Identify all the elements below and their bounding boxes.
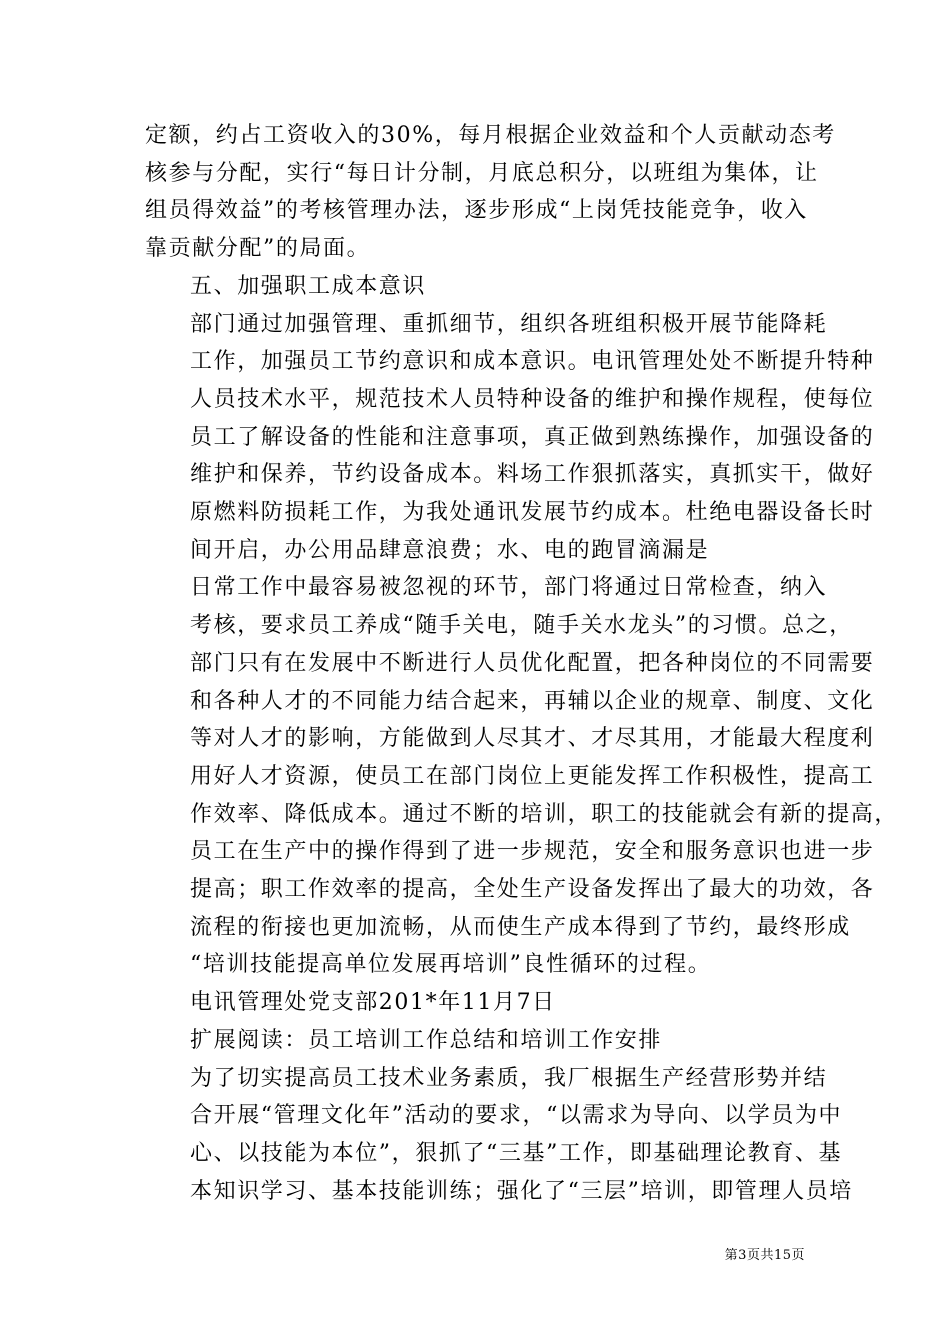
paragraph — [145, 1022, 811, 1060]
page-number: 第3页共15页 — [724, 1248, 805, 1263]
text-line: 用好人才资源，使员工在部门岗位上更能发挥工作积极性，提高工 — [190, 763, 875, 789]
text-line: 五、加强职工成本意识 — [190, 273, 427, 299]
text-line: 员工在生产中的操作得到了进一步规范，安全和服务意识也进一步 — [190, 839, 875, 865]
text-line: 扩展阅读：员工培训工作总结和培训工作安排 — [190, 1027, 663, 1053]
text-line: 工作，加强员工节约意识和成本意识。电讯管理处处不断提升特种 — [190, 349, 875, 375]
text-line: 心、以技能为本位”，狠抓了“三基”工作，即基础理论教育、基 — [190, 1140, 843, 1166]
text-line: 提高；职工作效率的提高，全处生产设备发挥出了最大的功效，各 — [190, 877, 875, 903]
text-line: 流程的衔接也更加流畅，从而使生产成本得到了节约，最终形成 — [190, 914, 851, 940]
text-line: 维护和保养，节约设备成本。料场工作狠抓落实，真抓实干，做好 — [190, 462, 875, 488]
text-line: 员工了解设备的性能和注意事项，真正做到熟练操作，加强设备的 — [190, 424, 875, 450]
text-line: 部门通过加强管理、重抓细节，组织各班组积极开展节能降耗 — [190, 311, 828, 337]
text-line: 部门只有在发展中不断进行人员优化配置，把各种岗位的不同需要 — [190, 650, 875, 676]
paragraph — [145, 1060, 853, 1211]
paragraph — [145, 984, 811, 1022]
text-line: 电讯管理处党支部201*年11月7日 — [190, 990, 556, 1016]
text-line: 间开启，办公用品肆意浪费；水、电的跑冒滴漏是 — [190, 537, 710, 563]
document-body — [145, 117, 899, 1210]
paragraph — [145, 268, 811, 306]
text-line: 作效率、降低成本。通过不断的培训，职工的技能就会有新的提高， — [190, 801, 899, 827]
text-line: 和各种人才的不同能力结合起来，再辅以企业的规章、制度、文化 — [190, 688, 875, 714]
text-line: 靠贡献分配”的局面。 — [145, 236, 371, 262]
text-line: 组员得效益”的考核管理办法，逐步形成“上岗凭技能竞争，收入 — [145, 198, 808, 224]
paragraph — [145, 569, 899, 984]
paragraph — [145, 306, 875, 570]
text-line: 原燃料防损耗工作，为我处通讯发展节约成本。杜绝电器设备长时 — [190, 500, 875, 526]
text-line: 日常工作中最容易被忽视的环节，部门将通过日常检查，纳入 — [190, 575, 828, 601]
text-line: 考核，要求员工养成“随手关电，随手关水龙头”的习惯。总之， — [190, 613, 853, 639]
text-line: 等对人才的影响，方能做到人尽其才、才尽其用，才能最大程度利 — [190, 726, 875, 752]
text-line: “培训技能提高单位发展再培训”良性循环的过程。 — [190, 952, 712, 978]
text-line: 核参与分配，实行“每日计分制，月底总积分，以班组为集体，让 — [145, 160, 819, 186]
text-line: 为了切实提高员工技术业务素质，我厂根据生产经营形势并结 — [190, 1065, 828, 1091]
paragraph — [145, 117, 836, 268]
text-line: 合开展“管理文化年”活动的要求，“以需求为导向、以学员为中 — [190, 1103, 843, 1129]
text-line: 人员技术水平，规范技术人员特种设备的维护和操作规程，使每位 — [190, 386, 875, 412]
text-line: 定额，约占工资收入的30%，每月根据企业效益和个人贡献动态考 — [145, 123, 836, 148]
text-line: 本知识学习、基本技能训练；强化了“三层”培训，即管理人员培 — [190, 1178, 853, 1204]
